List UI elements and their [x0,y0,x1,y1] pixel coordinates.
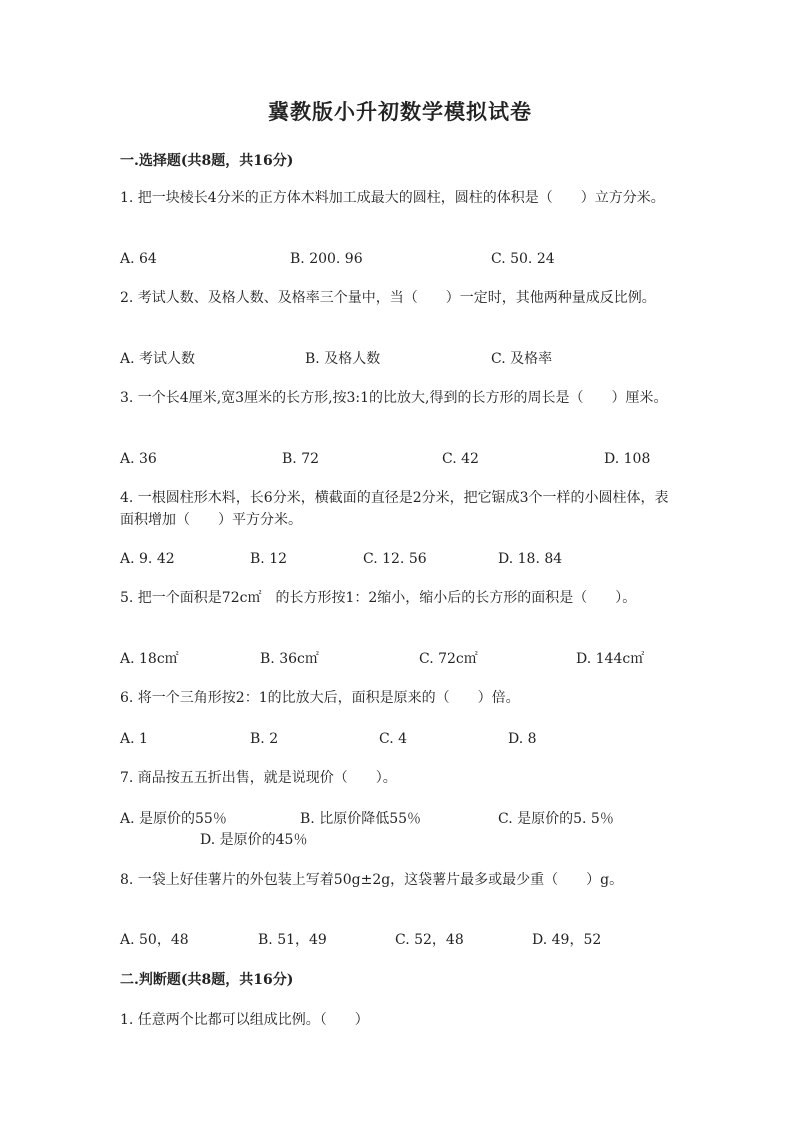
q3-option-d: D. 108 [604,451,651,467]
q8-option-b: B. 51，49 [258,932,327,948]
q4-option-c: C. 12. 56 [363,551,427,567]
q5-option-d: D. 144c㎡ [576,651,645,667]
q6-option-b: B. 2 [250,731,279,747]
q8-option-a: A. 50，48 [120,932,189,948]
q1-option-b: B. 200. 96 [290,251,363,267]
question-2: 2. 考试人数、及格人数、及格率三个量中，当（ ）一定时，其他两种量成反比例。 [120,290,656,306]
q5-option-a: A. 18c㎡ [120,651,179,667]
q4-option-b: B. 12 [250,551,288,567]
q5-option-c: C. 72c㎡ [419,651,478,667]
q6-option-c: C. 4 [379,731,408,747]
question-1: 1. 把一块棱长4分米的正方体木料加工成最大的圆柱，圆柱的体积是（ ）立方分米。 [120,190,665,206]
question-4: 4. 一根圆柱形木料，长6分米，横截面的直径是2分米，把它锯成3个一样的小圆柱体，表面积增加（ ）平方分米。 [120,490,669,528]
q2-option-a: A. 考试人数 [120,351,196,367]
q3-option-b: B. 72 [282,451,320,467]
q5-option-b: B. 36c㎡ [260,651,319,667]
judgement-question-1: 1. 任意两个比都可以组成比例。（ ） [120,1012,369,1028]
question-6: 6. 将一个三角形按2：1的比放大后，面积是原来的（ ）倍。 [120,690,520,706]
q3-option-c: C. 42 [442,451,479,467]
q7-option-c: C. 是原价的5. 5％ [498,811,614,827]
question-8: 8. 一袋上好佳薯片的外包装上写着50g±2g，这袋薯片最多或最少重（ ）g。 [120,872,624,888]
q2-option-c: C. 及格率 [491,351,553,367]
question-3: 3. 一个长4厘米,宽3厘米的长方形,按3:1的比放大,得到的长方形的周长是（ ）厘米。 [120,390,668,406]
q2-option-b: B. 及格人数 [305,351,381,367]
q7-option-a: A. 是原价的55％ [120,811,227,827]
section-heading-judgement: 二.判断题(共8题，共16分) [120,972,294,988]
question-5: 5. 把一个面积是72c㎡ 的长方形按1：2缩小，缩小后的长方形的面积是（ ）。 [120,590,637,606]
section-heading-choice: 一.选择题(共8题，共16分) [120,153,294,169]
q4-option-a: A. 9. 42 [120,551,175,567]
page-title: 冀教版小升初数学模拟试卷 [268,99,532,124]
q6-option-a: A. 1 [120,731,148,747]
question-7: 7. 商品按五五折出售，就是说现价（ ）。 [120,770,397,786]
q7-option-b: B. 比原价降低55％ [300,811,422,827]
q8-option-c: C. 52，48 [395,932,464,948]
q1-option-a: A. 64 [120,251,157,267]
q7-option-d: D. 是原价的45％ [200,832,308,848]
q1-option-c: C. 50. 24 [491,251,555,267]
q3-option-a: A. 36 [120,451,157,467]
q4-option-d: D. 18. 84 [498,551,563,567]
q6-option-d: D. 8 [508,731,537,747]
q8-option-d: D. 49，52 [532,932,602,948]
